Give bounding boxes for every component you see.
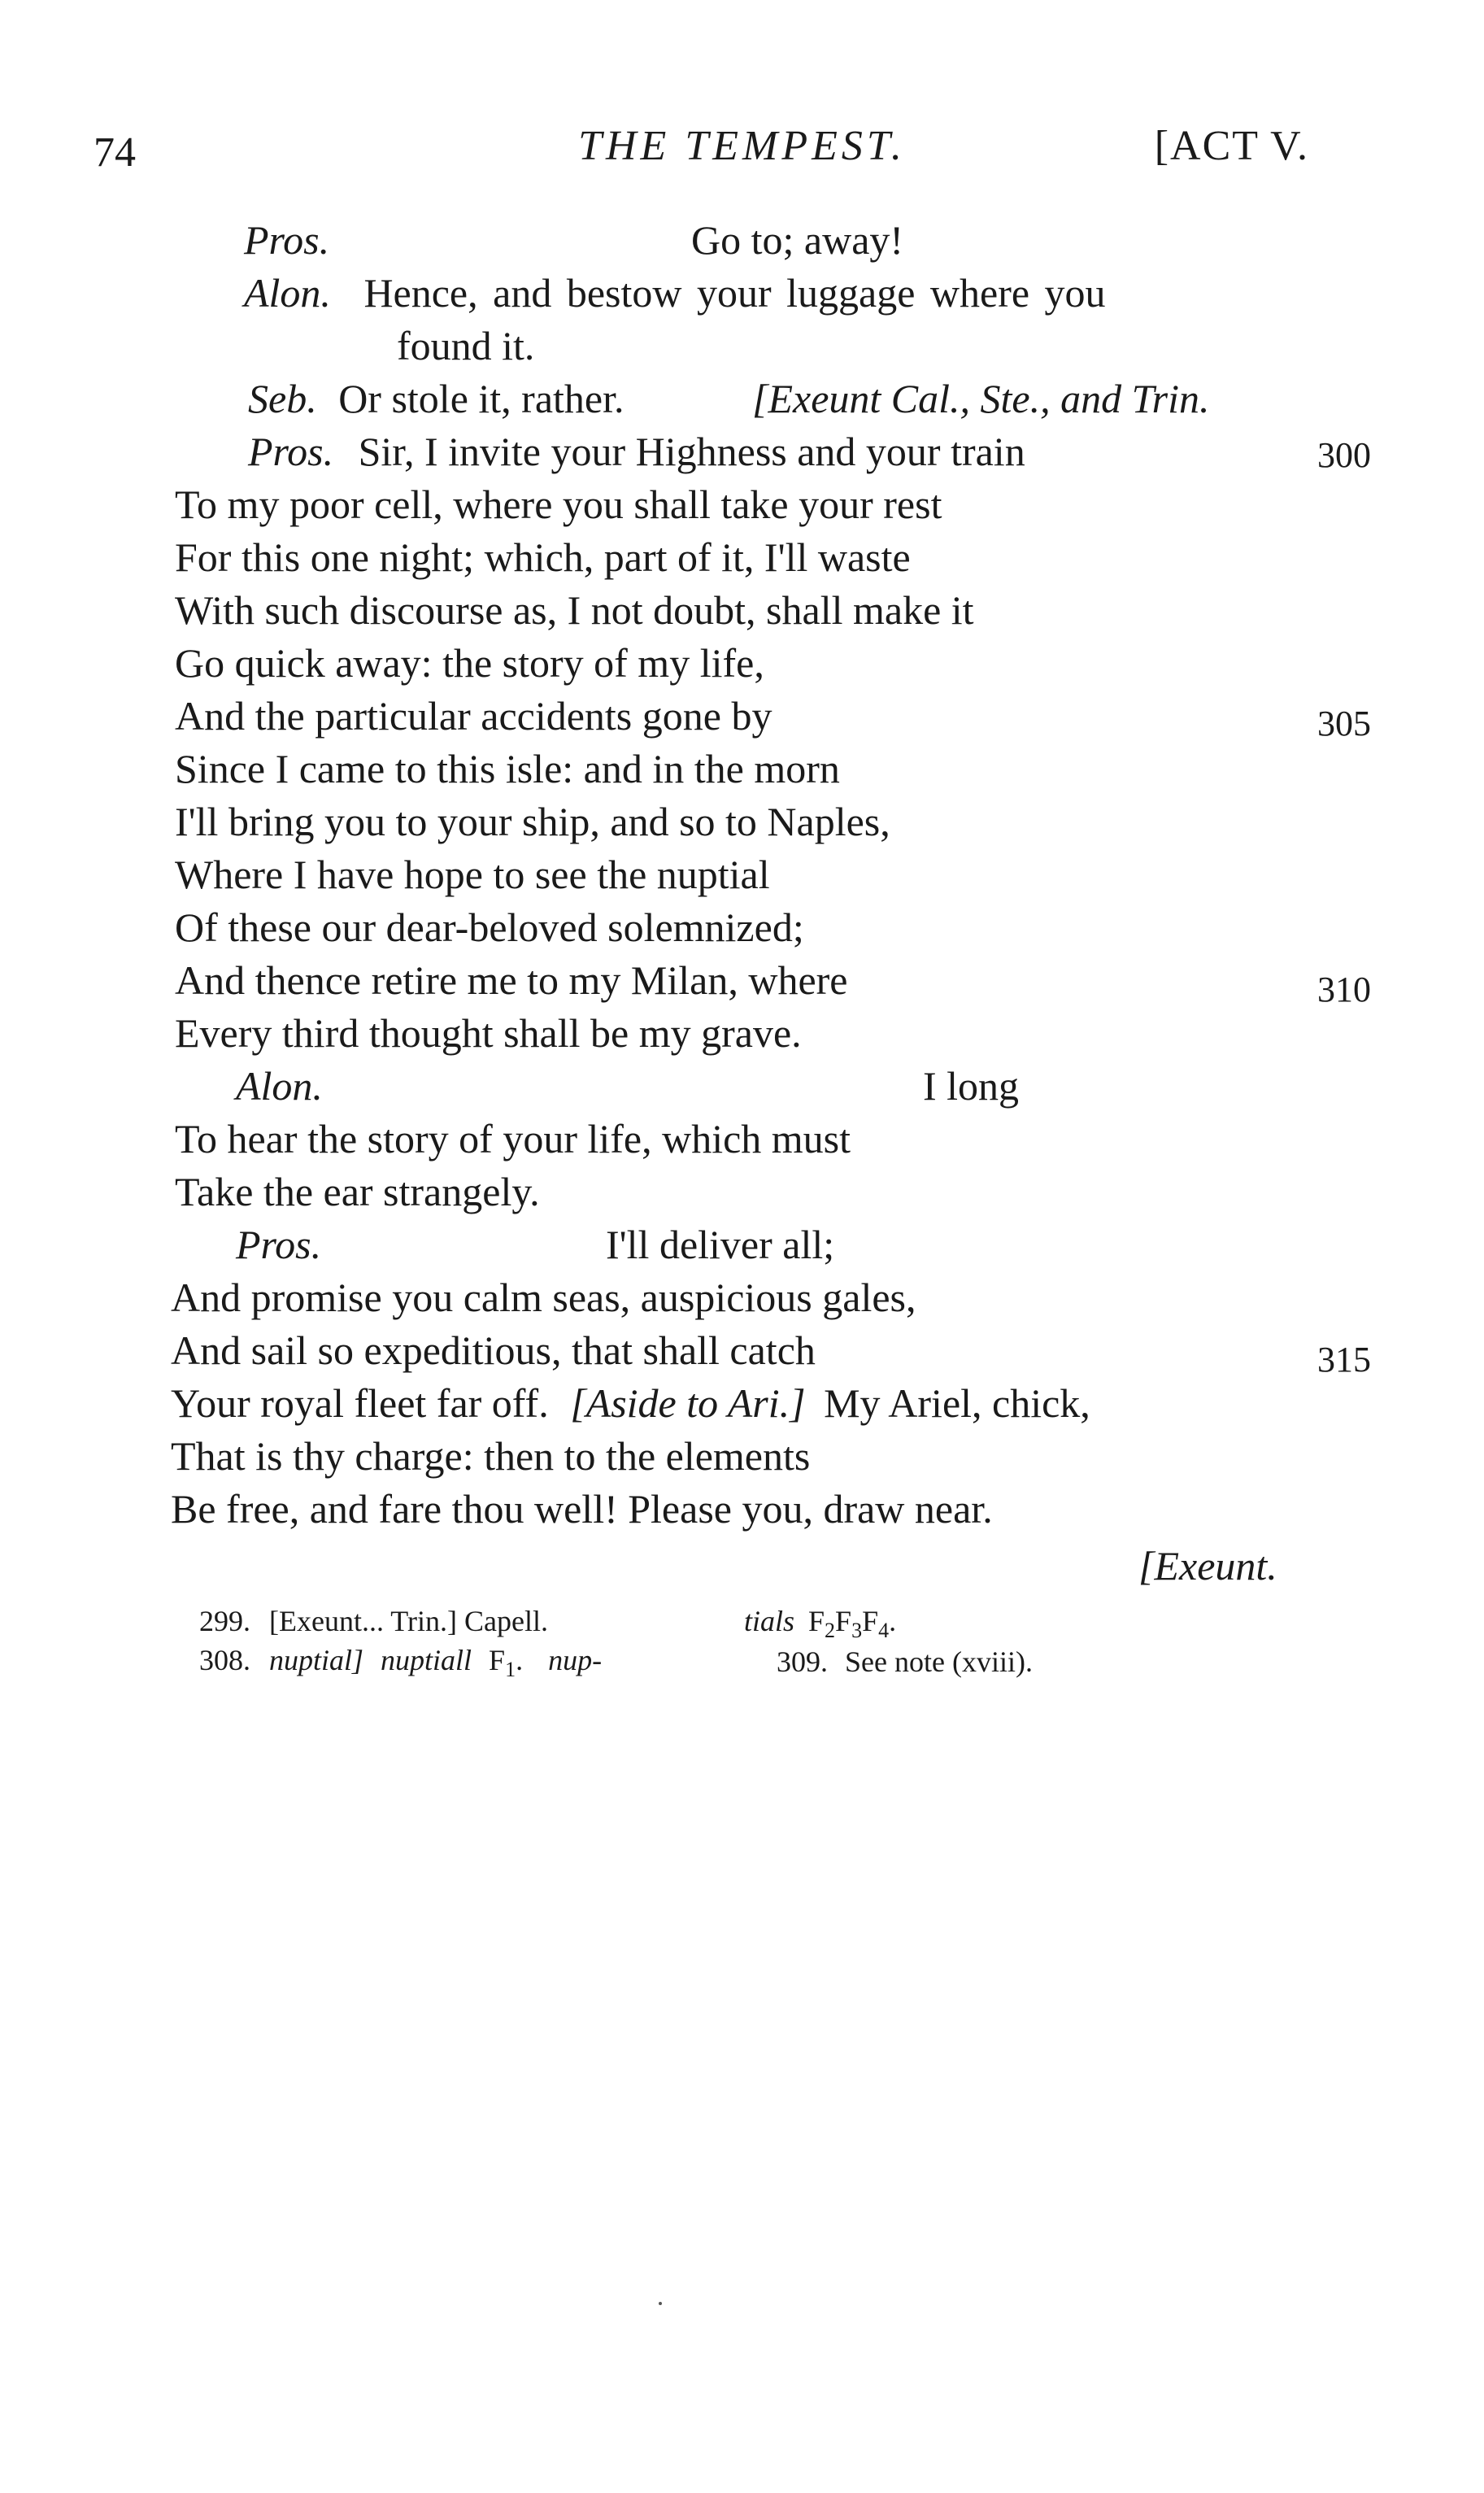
footnote-italic: nup- bbox=[548, 1644, 603, 1676]
line-text: I'll deliver all; bbox=[606, 1222, 835, 1267]
speaker-alonso: Alon. bbox=[244, 270, 331, 316]
verse-line: To my poor cell, where you shall take your rest bbox=[175, 482, 942, 527]
verse-line: To hear the story of your life, which must bbox=[175, 1116, 851, 1162]
verse-line: And thence retire me to my Milan, where bbox=[175, 957, 848, 1003]
page-number: 74 bbox=[94, 129, 136, 176]
footnote: 308. nuptial] nuptiall $F_1$. nup- bbox=[199, 1644, 603, 1682]
footnote-number: 309. bbox=[777, 1645, 828, 1678]
footnote-italic: tials bbox=[744, 1605, 795, 1637]
verse-line bbox=[236, 1222, 835, 1267]
verse-line: And the particular accidents gone by bbox=[175, 693, 772, 739]
verse-line bbox=[244, 270, 1106, 316]
verse-line: With such discourse as, I not doubt, shall make it bbox=[175, 587, 974, 633]
footnote-number: 299. bbox=[199, 1605, 250, 1637]
verse-line bbox=[397, 325, 534, 366]
verse-line: Where I have hope to see the nuptial bbox=[175, 852, 770, 897]
running-title: THE TEMPEST. bbox=[578, 123, 906, 169]
line-number: 315 bbox=[1317, 1340, 1371, 1379]
footnote bbox=[777, 1647, 1033, 1676]
speaker-alonso: Alon. bbox=[236, 1063, 323, 1109]
verse-line: Since I came to this isle: and in the morn bbox=[175, 746, 840, 791]
line-number: 305 bbox=[1317, 704, 1371, 743]
footnote-italic: nuptial] bbox=[269, 1644, 364, 1676]
verse-line bbox=[244, 217, 904, 263]
stage-direction: [Exeunt. bbox=[1138, 1543, 1277, 1589]
running-header bbox=[0, 122, 1484, 179]
verse-line: Be free, and fare thou well! Please you, draw near. bbox=[171, 1486, 993, 1532]
verse-line: Of these our dear-beloved solemnized; bbox=[175, 904, 804, 950]
speaker-prospero: Pros. bbox=[244, 217, 330, 263]
verse-line: Take the ear strangely. bbox=[175, 1169, 540, 1214]
line-number: 300 bbox=[1317, 435, 1371, 475]
verse-line: And promise you calm seas, auspicious gales, bbox=[171, 1275, 916, 1320]
verse-line: For this one night; which, part of it, I'll waste bbox=[175, 534, 911, 580]
act-label: [ACT V. bbox=[1154, 123, 1309, 169]
line-text: My Ariel, chick, bbox=[824, 1380, 1090, 1426]
footnote: tials $F_2F_3F_4$. bbox=[744, 1605, 897, 1643]
verse-line bbox=[1138, 1543, 1277, 1589]
footnote-italic: nuptiall bbox=[381, 1644, 472, 1676]
footnote-text: F bbox=[489, 1644, 506, 1676]
stage-direction: [Exeunt Cal., Ste., and Trin. bbox=[752, 376, 1210, 421]
verse-line bbox=[248, 376, 1210, 421]
stage-direction: [Aside to Ari.] bbox=[570, 1380, 806, 1426]
line-text: Go to; away! bbox=[691, 217, 904, 263]
line-text: Or stole it, rather. bbox=[338, 376, 624, 421]
footnote-number: 308. bbox=[199, 1644, 250, 1676]
footnote-text: [Exeunt... Trin.] Capell. bbox=[269, 1605, 548, 1637]
line-text: found it. bbox=[397, 323, 535, 368]
verse-line: That is thy charge: then to the elements bbox=[171, 1433, 811, 1479]
speaker-sebastian: Seb. bbox=[248, 376, 317, 421]
verse-line: And sail so expeditious, that shall catch bbox=[171, 1327, 816, 1373]
footnote bbox=[199, 1606, 548, 1636]
speaker-prospero: Pros. bbox=[248, 429, 334, 474]
verse-line: I'll bring you to your ship, and so to Naples, bbox=[175, 799, 890, 844]
verse-line: Every third thought shall be my grave. bbox=[175, 1010, 802, 1056]
line-number: 310 bbox=[1317, 970, 1371, 1009]
line-text: Sir, I invite your Highness and your train bbox=[358, 429, 1025, 474]
footnote-subscript: 1 bbox=[505, 1658, 516, 1682]
line-text: Your royal fleet far off. bbox=[171, 1380, 549, 1426]
scan-speck bbox=[659, 2302, 662, 2305]
verse-line bbox=[236, 1063, 1020, 1109]
line-text: I long bbox=[923, 1063, 1020, 1109]
verse-line bbox=[171, 1380, 1090, 1426]
verse-line: Go quick away: the story of my life, bbox=[175, 640, 764, 686]
speaker-prospero: Pros. bbox=[236, 1222, 322, 1267]
line-text: Hence, and bestow your luggage where you bbox=[363, 270, 1106, 316]
footnote-text: See note (xviii). bbox=[845, 1645, 1033, 1678]
verse-line bbox=[248, 431, 1025, 472]
